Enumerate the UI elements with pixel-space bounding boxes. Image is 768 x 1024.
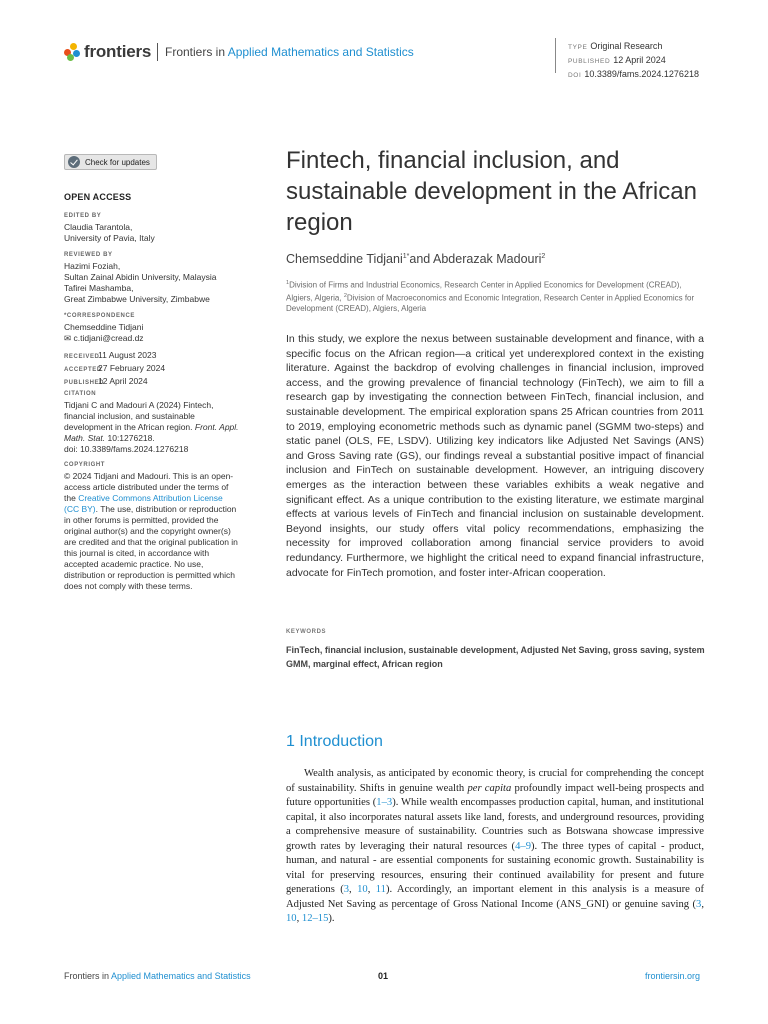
text: Wealth analysis, as anticipated by economic theory, is crucial for comprehending the concept of sustainability. Shifts in genuine wealth bbox=[286, 768, 704, 794]
footer-journal-name: Applied Mathematics and Statistics bbox=[111, 971, 251, 981]
open-access-label: OPEN ACCESS bbox=[64, 192, 132, 202]
doi-value[interactable]: 10.3389/fams.2024.1276218 bbox=[584, 69, 699, 79]
check-for-updates-button[interactable] bbox=[64, 154, 157, 170]
correspondence-section bbox=[64, 311, 244, 344]
citation-section bbox=[64, 389, 240, 455]
header-divider bbox=[157, 43, 158, 61]
footer-site-link[interactable]: frontiersin.org bbox=[645, 971, 701, 981]
editor-name: Claudia Tarantola, bbox=[64, 222, 133, 232]
article-meta bbox=[568, 40, 699, 82]
text: profoundly impact well-being prospects and future opportunities ( bbox=[286, 782, 704, 808]
citation-link[interactable]: 1–3 bbox=[376, 797, 393, 808]
copyright-section bbox=[64, 460, 240, 592]
author-list bbox=[286, 252, 545, 266]
keywords-label: KEYWORDS bbox=[286, 629, 327, 635]
accepted-label: ACCEPTED bbox=[64, 367, 102, 373]
correspondence-email[interactable]: c.tidjani@cread.dz bbox=[73, 333, 144, 343]
reviewer-affiliation: Sultan Zainal Abidin University, Malaysia bbox=[64, 272, 217, 282]
separator: , bbox=[701, 898, 704, 910]
accepted-date: 27 February 2024 bbox=[98, 363, 166, 373]
frontiers-logo[interactable] bbox=[64, 42, 151, 62]
text-italic: per capita bbox=[467, 782, 512, 794]
published-date: 12 April 2024 bbox=[98, 376, 148, 386]
edited-by-section bbox=[64, 211, 244, 244]
received-label: RECEIVED bbox=[64, 354, 100, 360]
logo-text: frontiers bbox=[84, 42, 152, 61]
reviewed-by-section bbox=[64, 250, 244, 305]
journal-name[interactable] bbox=[165, 45, 414, 59]
affiliations bbox=[286, 278, 706, 314]
separator: , bbox=[367, 884, 376, 895]
affil-superscript: 2 bbox=[343, 292, 347, 299]
check-updates-label: Check for updates bbox=[85, 157, 150, 167]
citation-label: CITATION bbox=[64, 391, 97, 397]
citation-journal: Front. Appl. Math. Stat. bbox=[64, 422, 239, 443]
article-title: Fintech, financial inclusion, and sustainable development in the African region bbox=[286, 147, 697, 236]
keywords: FinTech, financial inclusion, sustainable development, Adjusted Net Saving, gross saving, system GMM, marginal effect, African region bbox=[286, 645, 705, 669]
text: ). The three types of capital - product, human, and natural - are essential components for sustaining economic growth. Sustainability is vital for preserving resources, ensuring their continued availability for present and future generations ( bbox=[286, 840, 704, 895]
copyright-text-rest: . The use, distribution or reproduction in other forums is permitted, provided the original author(s) and the copyright owner(s) are credited and that the original publication in this journal is cited, in accordance with accepted academic practice. No use, distribution or reproduction is permitted which does not comply with these terms. bbox=[64, 504, 238, 591]
frontiers-logo-icon bbox=[64, 43, 80, 61]
citation-link[interactable]: 3 bbox=[696, 898, 702, 910]
reviewer-affiliation: Great Zimbabwe University, Zimbabwe bbox=[64, 294, 210, 304]
page-number: 01 bbox=[378, 971, 389, 981]
abstract: In this study, we explore the nexus between sustainable development and finance, with a specific focus on the African region—a critical yet underexplored context in the existing literature. Against the backdrop of evolving challenges in financial inclusion, improved access, and the growing prevalence of financial technology (FinTech), we aim to fill a research gap by investigating the connection between FinTech, financial inclusion, and sustainable development. The empirical exploration spans 25 African countries from 2011 to 2019, employing econometric methods such as dynamic panel (SGMM two-steps) and static panel (OLS, FE, LSDV). Utilizing key indicators like Adjusted Net Savings (ANS) and Gross Saving rate (GS), our findings reveal a substantial positive impact of financial inclusion and FinTech on sustainable development. However, an intriguing discovery emerges as the interaction between these variables exhibits a weak negative and significant effect. As a unique contribution to the existing literature, we estimate marginal effects at various levels of FinTech and financial inclusion on sustainable development. Beyond insights, our study offers vital policy recommendations, emphasizing the necessity for improved collaboration among financial service providers to avoid redundancy. Furthermore, we highlight the critical need to expand financial infrastructure, advocate for FinTech promotion, and foster inter-African cooperation. bbox=[286, 333, 704, 579]
type-value: Original Research bbox=[590, 41, 663, 51]
dates-section bbox=[64, 350, 244, 389]
citation-link[interactable]: 3 bbox=[343, 884, 350, 895]
copyright-label: COPYRIGHT bbox=[64, 462, 106, 468]
text: ). Accordingly, an important element in this analysis is a measure of Adjusted Net Saving as percentage of Gross National Income (ANS_GNI) or genuine saving ( bbox=[286, 884, 705, 910]
correspondence-name: Chemseddine Tidjani bbox=[64, 322, 144, 332]
citation-link[interactable]: 10 bbox=[286, 913, 297, 924]
citation-ref: 10:1276218. bbox=[107, 433, 155, 443]
citation-link[interactable]: 4–9 bbox=[515, 840, 531, 852]
received-date: 11 August 2023 bbox=[98, 350, 157, 360]
affiliation: Division of Macroeconomics and Economic Integration, Research Center in Applied Economics for Development (CREAD), Algiers, Algeria bbox=[286, 293, 695, 314]
affil-superscript: 1 bbox=[286, 280, 290, 286]
doi-label: DOI bbox=[568, 72, 582, 79]
citation-text: Tidjani C and Madouri A (2024) Fintech, financial inclusion, and sustainable development in the African region. bbox=[64, 400, 214, 432]
citation-doi[interactable]: doi: 10.3389/fams.2024.1276218 bbox=[64, 444, 189, 454]
text: ). bbox=[328, 913, 335, 924]
author-superscript: 2 bbox=[541, 252, 546, 260]
correspondence-label: *CORRESPONDENCE bbox=[64, 313, 136, 319]
footer-journal[interactable] bbox=[64, 971, 251, 981]
author-name[interactable]: Chemseddine Tidjani bbox=[286, 252, 403, 266]
meta-divider bbox=[555, 38, 556, 73]
published-label: PUBLISHED bbox=[64, 380, 105, 386]
editor-affiliation: University of Pavia, Italy bbox=[64, 233, 155, 243]
author-superscript: 1* bbox=[402, 252, 410, 260]
license-link[interactable]: Creative Commons Attribution License (CC BY) bbox=[64, 493, 223, 514]
published-label: PUBLISHED bbox=[568, 58, 611, 65]
reviewer-name: Tafirei Mashamba, bbox=[64, 283, 134, 293]
reviewed-by-label: REVIEWED BY bbox=[64, 252, 113, 258]
email-icon: ✉ bbox=[64, 333, 72, 343]
intro-paragraph bbox=[286, 767, 704, 927]
separator: , bbox=[349, 884, 358, 895]
reviewer-name: Hazimi Foziah, bbox=[64, 261, 121, 271]
citation-link[interactable]: 10 bbox=[357, 884, 368, 895]
affiliation: Division of Firms and Industrial Economics, Research Center in Applied Economics for Development (CREAD), Algiers, Algeria, bbox=[286, 280, 682, 303]
type-label: TYPE bbox=[568, 44, 588, 51]
journal-title: Applied Mathematics and Statistics bbox=[227, 45, 414, 59]
section-heading: 1 Introduction bbox=[286, 733, 383, 750]
edited-by-label: EDITED BY bbox=[64, 213, 102, 219]
copyright-text: © 2024 Tidjani and Madouri. This is an open-access article distributed under the terms of the bbox=[64, 471, 234, 503]
citation-link[interactable]: 12–15 bbox=[301, 913, 329, 924]
published-value: 12 April 2024 bbox=[613, 55, 666, 65]
check-icon bbox=[68, 156, 80, 168]
author-name[interactable]: and Abderazak Madouri bbox=[409, 252, 542, 266]
separator: , bbox=[296, 913, 302, 924]
citation-link[interactable]: 11 bbox=[375, 884, 386, 895]
text: ). While wealth encompasses production capital, human, and institutional capital, it also incorporates natural assets like land, forests, and underground resources, providing a comprehensive measure of sustainability. Countries such as Botswana showcase impressive growth rates by leveraging their natural resources ( bbox=[286, 797, 704, 852]
journal-prefix: Frontiers in bbox=[165, 45, 228, 59]
footer-prefix: Frontiers in bbox=[64, 971, 112, 981]
